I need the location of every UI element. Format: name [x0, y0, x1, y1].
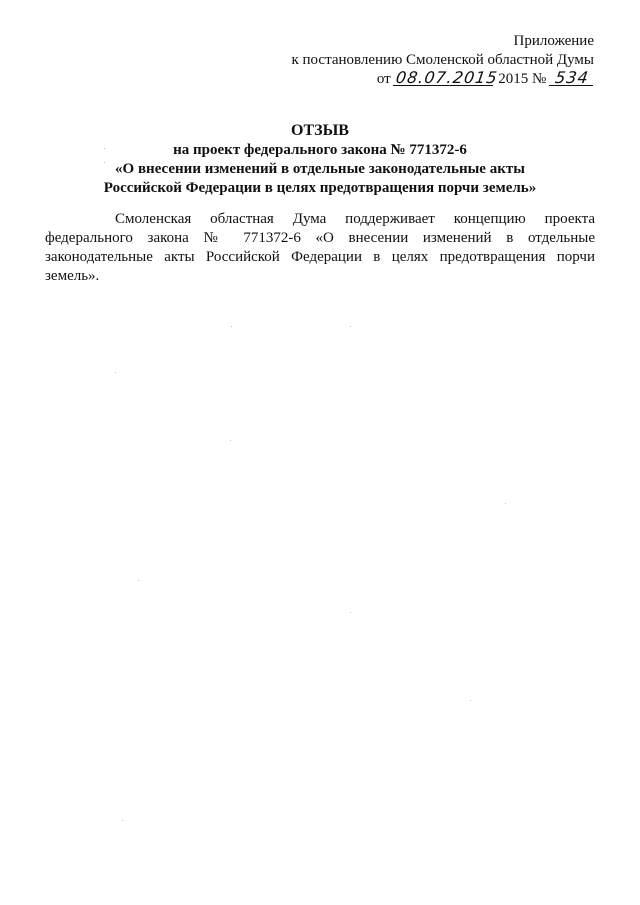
annex-block — [291, 32, 594, 89]
annex-date-line — [291, 70, 594, 89]
body-paragraph: Смоленская областная Дума поддерживает концепцию проекта федерального закона № 771372-6 «О внесении изменений в отдельные законодательные акты Российской Федерации в целях предотвращения порчи земель». — [45, 211, 595, 284]
scan-speck — [350, 612, 351, 613]
scan-speck — [230, 440, 231, 441]
scan-speck — [104, 148, 105, 149]
document-heading — [0, 121, 640, 198]
scan-speck — [138, 580, 139, 581]
heading-line-3: Российской Федерации в целях предотвращения порчи земель» — [103, 180, 537, 196]
scan-speck — [122, 820, 123, 821]
scan-speck — [115, 372, 116, 373]
scan-speck — [350, 326, 351, 327]
document-title: ОТЗЫВ — [291, 122, 349, 139]
scan-speck — [470, 700, 471, 701]
scan-speck — [104, 162, 105, 163]
handwritten-date: 08.07.2015 — [395, 68, 500, 87]
heading-line-2: «О внесении изменений в отдельные законодательные акты — [115, 161, 525, 177]
handwritten-number: 534 — [549, 70, 595, 86]
date-prefix: от — [376, 71, 391, 87]
heading-line-1: на проект федерального закона № 771372-6 — [173, 142, 467, 158]
scan-speck — [231, 326, 232, 327]
annex-reference: к постановлению Смоленской областной Думы — [291, 52, 594, 68]
scan-speck — [505, 503, 506, 504]
annex-label: Приложение — [513, 33, 594, 49]
year-number-label: 2015 № — [498, 71, 547, 87]
